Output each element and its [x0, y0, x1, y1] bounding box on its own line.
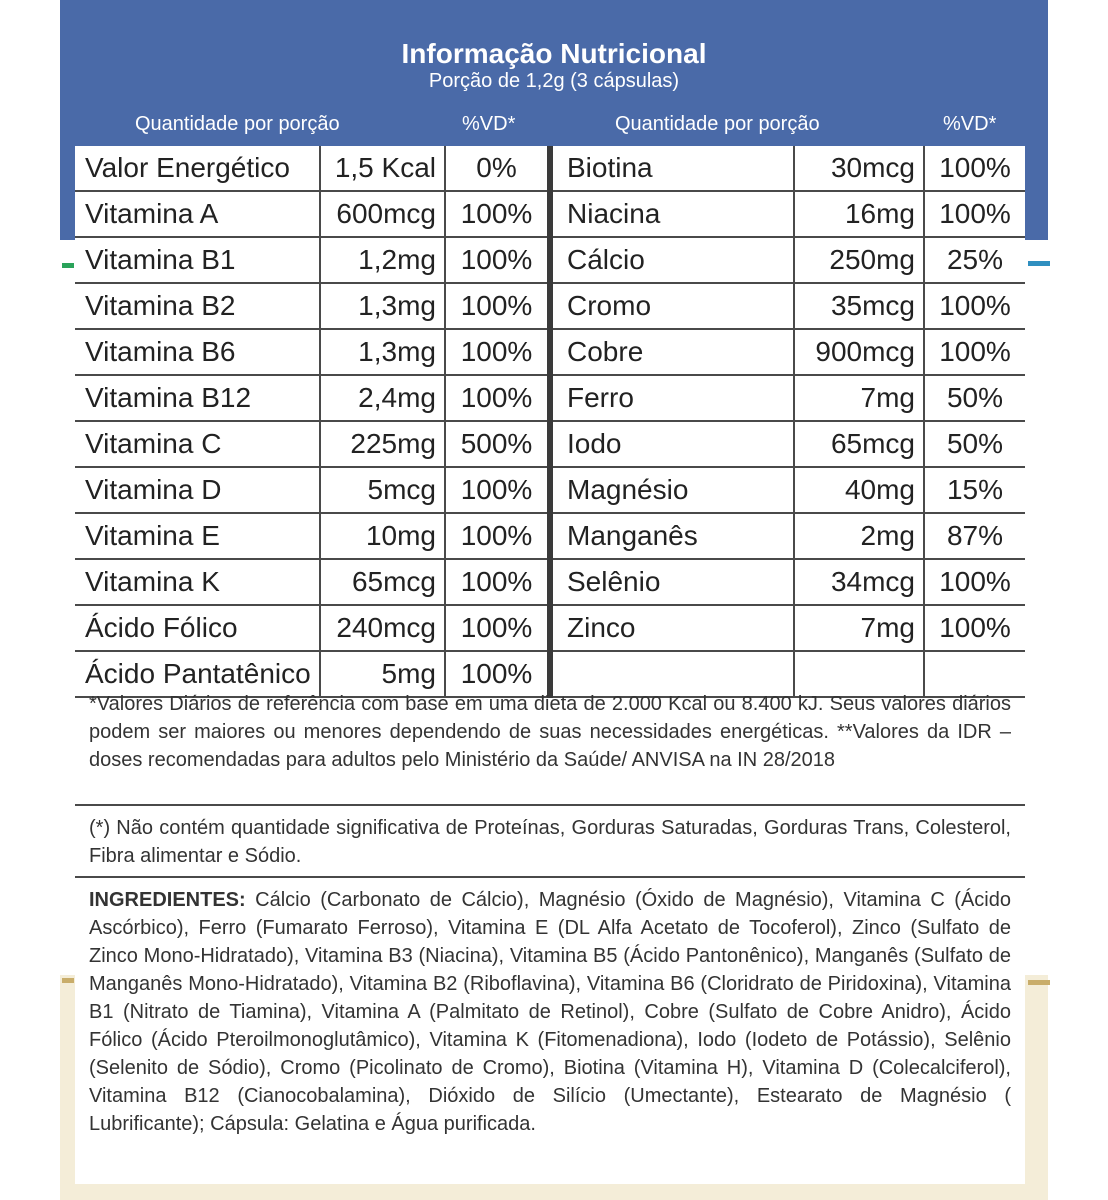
nutrient-name: Ferro: [550, 375, 794, 421]
nutrient-daily-value: 100%: [445, 237, 550, 283]
nutrient-daily-value: 50%: [924, 375, 1025, 421]
nutrient-name: Vitamina K: [75, 559, 320, 605]
nutrient-daily-value: 100%: [924, 146, 1025, 191]
nutrient-amount: 40mg: [794, 467, 924, 513]
nutrient-amount: 7mg: [794, 375, 924, 421]
ingredients-text: [89, 886, 1011, 1138]
nutrient-amount: 1,3mg: [320, 329, 445, 375]
nutrient-name: Vitamina C: [75, 421, 320, 467]
nutrient-name: Iodo: [550, 421, 794, 467]
nutrient-amount: 30mcg: [794, 146, 924, 191]
ingredients-label: INGREDIENTES:: [89, 889, 246, 911]
nutrient-daily-value: 100%: [445, 651, 550, 697]
nutrient-amount: 240mcg: [320, 605, 445, 651]
nutrient-name: Vitamina B1: [75, 237, 320, 283]
nutrient-daily-value: 87%: [924, 513, 1025, 559]
serving-size: Porção de 1,2g (3 cápsulas): [428, 70, 680, 92]
gold-accent-mark-right: [1028, 980, 1050, 985]
nutrient-daily-value: 100%: [445, 283, 550, 329]
table-row: [75, 513, 1025, 559]
nutrient-daily-value: 100%: [445, 605, 550, 651]
nutrient-name: Biotina: [550, 146, 794, 191]
nutrient-amount: 250mg: [794, 237, 924, 283]
nutrient-name: Magnésio: [550, 467, 794, 513]
nutrient-name: Vitamina D: [75, 467, 320, 513]
column-header-qty-left: Quantidade por porção: [135, 113, 340, 135]
nutrient-daily-value: 100%: [924, 559, 1025, 605]
nutrient-amount: 2,4mg: [320, 375, 445, 421]
table-row: [75, 237, 1025, 283]
table-row: [75, 329, 1025, 375]
nutrient-amount: 65mcg: [320, 559, 445, 605]
nutrient-amount: 1,3mg: [320, 283, 445, 329]
nutrient-daily-value: 25%: [924, 237, 1025, 283]
nutrient-amount: 16mg: [794, 191, 924, 237]
nutrient-name: Niacina: [550, 191, 794, 237]
nutrient-amount: 600mcg: [320, 191, 445, 237]
label-title: Informação Nutricional: [401, 38, 707, 69]
nutrient-daily-value: 100%: [445, 559, 550, 605]
nutrient-name: Vitamina A: [75, 191, 320, 237]
table-row: [75, 467, 1025, 513]
column-header-qty-right: Quantidade por porção: [615, 113, 820, 135]
table-row: [75, 283, 1025, 329]
nutrient-amount: 34mcg: [794, 559, 924, 605]
nutrient-amount: 2mg: [794, 513, 924, 559]
nutrient-name: Vitamina B6: [75, 329, 320, 375]
table-row: [75, 191, 1025, 237]
nutrient-amount: 5mg: [320, 651, 445, 697]
nutrient-daily-value: 100%: [924, 283, 1025, 329]
table-row: [75, 375, 1025, 421]
nutrient-amount: 900mcg: [794, 329, 924, 375]
nutrient-daily-value: 100%: [445, 191, 550, 237]
nutrient-daily-value: 15%: [924, 467, 1025, 513]
nutrient-name: Vitamina B12: [75, 375, 320, 421]
nutrient-name: Ácido Pantatênico: [75, 651, 320, 697]
column-header-vd-left: %VD*: [462, 113, 516, 135]
nutrient-daily-value: 100%: [924, 605, 1025, 651]
nutrient-name: Manganês: [550, 513, 794, 559]
nutrient-daily-value: 500%: [445, 421, 550, 467]
table-row: [75, 146, 1025, 191]
gold-accent-mark-left: [62, 978, 74, 983]
nutrient-amount: 5mcg: [320, 467, 445, 513]
nutrient-name: Cromo: [550, 283, 794, 329]
nutrient-daily-value: 100%: [445, 513, 550, 559]
nutrient-amount: 35mcg: [794, 283, 924, 329]
ingredients-list: Cálcio (Carbonato de Cálcio), Magnésio (Óxido de Magnésio), Vitamina C (Ácido Ascórbico), Ferro (Fumarato Ferroso), Vitamina E (DL Alfa Acetato de Tocoferol), Zinco (Sulfato de Zinco Mono-Hidratado), Vitamina B3 (Niacina), Vitamina B5 (Ácido Pantonênico), Manganês (Sulfato de Manganês Mono-Hidratado), Vitamina B2 (Riboflavina), Vitamina B6 (Cloridrato de Piridoxina), Vitamina B1 (Nitrato de Tiamina), Vitamina A (Palmitato de Retinol), Cobre (Sulfato de Cobre Anidro), Ácido Fólico (Ácido Pteroilmonoglutâmico), Vitamina K (Fitomenadiona), Iodo (Iodeto de Potássio), Selênio (Selenito de Sódio), Cromo (Picolinato de Cromo), Biotina (Vitamina H), Vitamina D (Colecalciferol), Vitamina B12 (Cianocobalamina), Dióxido de Silício (Umectante), Estearato de Magnésio ( Lubrificante); Cápsula: Gelatina e Água purificada.: [89, 889, 1011, 1135]
nutrient-amount: 1,2mg: [320, 237, 445, 283]
divider: [75, 804, 1025, 806]
nutrient-amount: 225mg: [320, 421, 445, 467]
nutrient-name: Vitamina B2: [75, 283, 320, 329]
nutrient-amount: 7mg: [794, 605, 924, 651]
nutrient-name: Valor Energético: [75, 146, 320, 191]
table-row: [75, 605, 1025, 651]
not-significant-note: (*) Não contém quantidade significativa de Proteínas, Gorduras Saturadas, Gorduras Trans, Colesterol, Fibra alimentar e Sódio.: [89, 817, 1011, 867]
nutrient-amount: 10mg: [320, 513, 445, 559]
nutrition-table: [75, 146, 1025, 698]
blue-accent-mark: [1028, 261, 1050, 266]
nutrient-daily-value: 50%: [924, 421, 1025, 467]
nutrient-daily-value: 0%: [445, 146, 550, 191]
nutrient-name: Vitamina E: [75, 513, 320, 559]
nutrient-name: Zinco: [550, 605, 794, 651]
nutrient-daily-value: 100%: [445, 329, 550, 375]
nutrient-name: Cobre: [550, 329, 794, 375]
nutrient-name: Selênio: [550, 559, 794, 605]
nutrient-daily-value: 100%: [924, 329, 1025, 375]
daily-values-note: *Valores Diários de referência com base em uma dieta de 2.000 Kcal ou 8.400 kJ. Seus valores diários podem ser maiores ou menores dependendo de suas necessidades energéticas. **Valores da IDR – doses recomendadas para adultos pelo Ministério da Saúde/ ANVISA na IN 28/2018: [89, 693, 1011, 771]
green-accent-mark: [62, 263, 74, 268]
table-row: [75, 559, 1025, 605]
nutrient-daily-value: 100%: [445, 467, 550, 513]
nutrient-name: Cálcio: [550, 237, 794, 283]
nutrition-card: [75, 146, 1025, 1184]
divider: [75, 876, 1025, 878]
nutrient-name: Ácido Fólico: [75, 605, 320, 651]
nutrient-daily-value: 100%: [445, 375, 550, 421]
column-header-vd-right: %VD*: [943, 113, 997, 135]
nutrient-amount: 1,5 Kcal: [320, 146, 445, 191]
nutrient-amount: 65mcg: [794, 421, 924, 467]
nutrient-daily-value: 100%: [924, 191, 1025, 237]
table-row: [75, 421, 1025, 467]
